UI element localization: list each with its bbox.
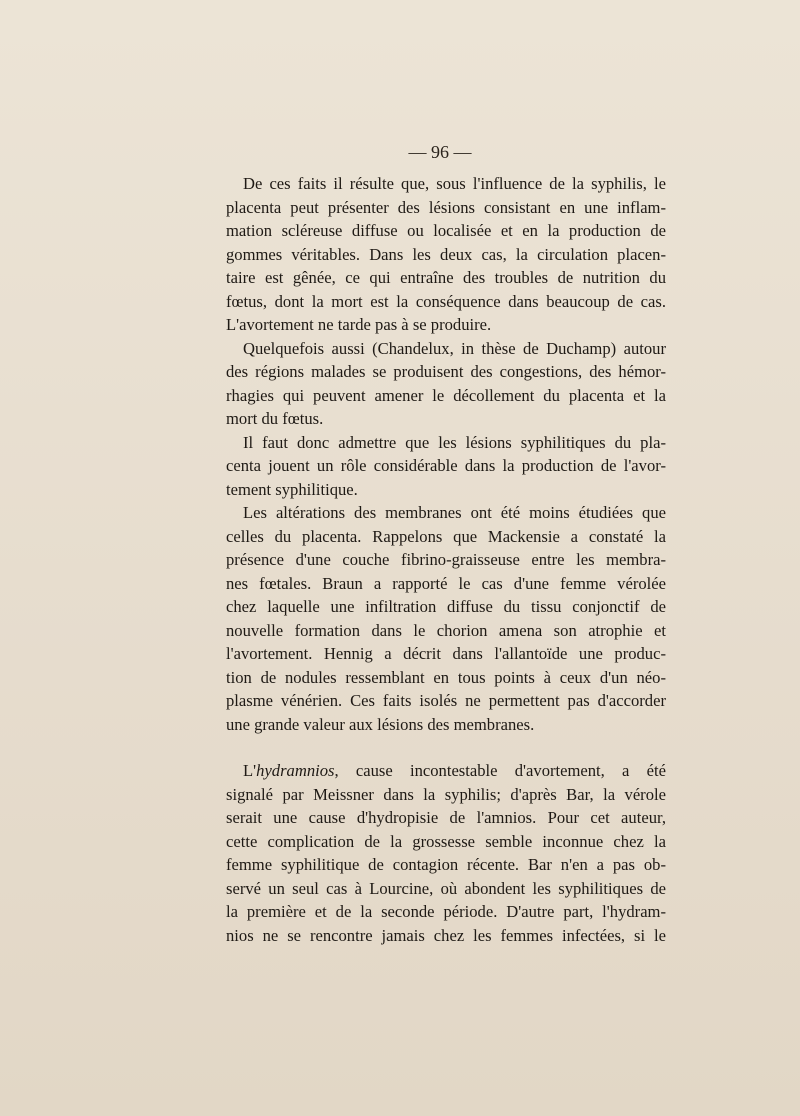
text-line: fœtus, dont la mort est la conséquence dans beaucoup de cas.: [226, 291, 666, 311]
text-line: serait une cause d'hydropisie de l'amnios. Pour cet auteur,: [226, 808, 666, 827]
text-line: placenta peut présenter des lésions consistant en une inflam-: [226, 197, 666, 217]
text-line: rhagies qui peuvent amener le décollement du placenta et la: [226, 385, 666, 405]
text-line: nios ne se rencontre jamais chez les femmes infectées, si le: [226, 925, 666, 945]
text-line: nouvelle formation dans le chorion amena son atrophie et: [226, 620, 666, 640]
italic-term: hydramnios: [256, 761, 335, 780]
page-number: — 96 —: [408, 142, 472, 162]
text-line: nes fœtales. Braun a rapporté le cas d'une femme vérolée: [226, 573, 666, 593]
paragraph-2: [226, 337, 666, 431]
text-line: De ces faits il résulte que, sous l'influence de la syphilis, le: [243, 174, 666, 193]
text-line: l'avortement. Hennig a décrit dans l'allantoïde une produc-: [226, 644, 666, 663]
text-line: centa jouent un rôle considérable dans la production de l'avor-: [226, 456, 666, 475]
text-line: présence d'une couche fibrino-graisseuse entre les membra-: [226, 550, 666, 569]
text-line: tement syphilitique.: [226, 479, 358, 499]
text-line: servé un seul cas à Lourcine, où abondent les syphilitiques de: [226, 878, 666, 898]
text-line: Les altérations des membranes ont été moins étudiées que: [243, 503, 666, 522]
text-line: tion de nodules ressemblant en tous points à ceux d'un néo-: [226, 667, 666, 687]
paragraph-gap: [226, 736, 666, 759]
text-line: mation scléreuse diffuse ou localisée et en la production de: [226, 221, 666, 240]
text-line: une grande valeur aux lésions des membranes.: [226, 714, 535, 734]
text-line: chez laquelle une infiltration diffuse du tissu conjonctif de: [226, 597, 666, 616]
paragraph-1: [226, 172, 666, 337]
text-line: L'avortement ne tarde pas à se produire.: [226, 315, 492, 334]
body-text: [226, 172, 666, 947]
text-line: [226, 759, 666, 783]
paragraph-3: [226, 431, 666, 502]
text-line: femme syphilitique de contagion récente. Bar n'en a pas ob-: [226, 855, 666, 874]
text-line: mort du fœtus.: [226, 409, 324, 428]
text-line: celles du placenta. Rappelons que Mackensie a constaté la: [226, 526, 666, 546]
text-line: gommes véritables. Dans les deux cas, la circulation placen-: [226, 244, 666, 264]
text-line: cette complication de la grossesse semble inconnue chez la: [226, 831, 666, 851]
text-line: Quelquefois aussi (Chandelux, in thèse de Duchamp) autour: [243, 338, 666, 358]
text-fragment: L': [243, 761, 257, 780]
text-line: plasme vénérien. Ces faits isolés ne permettent pas d'accorder: [226, 691, 666, 710]
text-line: la première et de la seconde période. D'autre part, l'hydram-: [226, 902, 666, 921]
text-line: des régions malades se produisent des congestions, des hémor-: [226, 362, 666, 381]
paragraph-5: [226, 759, 666, 947]
text-line: taire est gênée, ce qui entraîne des troubles de nutrition du: [226, 268, 666, 287]
text-line: signalé par Meissner dans la syphilis; d'après Bar, la vérole: [226, 784, 666, 804]
paragraph-4: [226, 501, 666, 736]
text-fragment: , cause incontestable d'avortement, a été: [334, 761, 666, 780]
text-line: Il faut donc admettre que les lésions syphilitiques du pla-: [243, 432, 666, 452]
